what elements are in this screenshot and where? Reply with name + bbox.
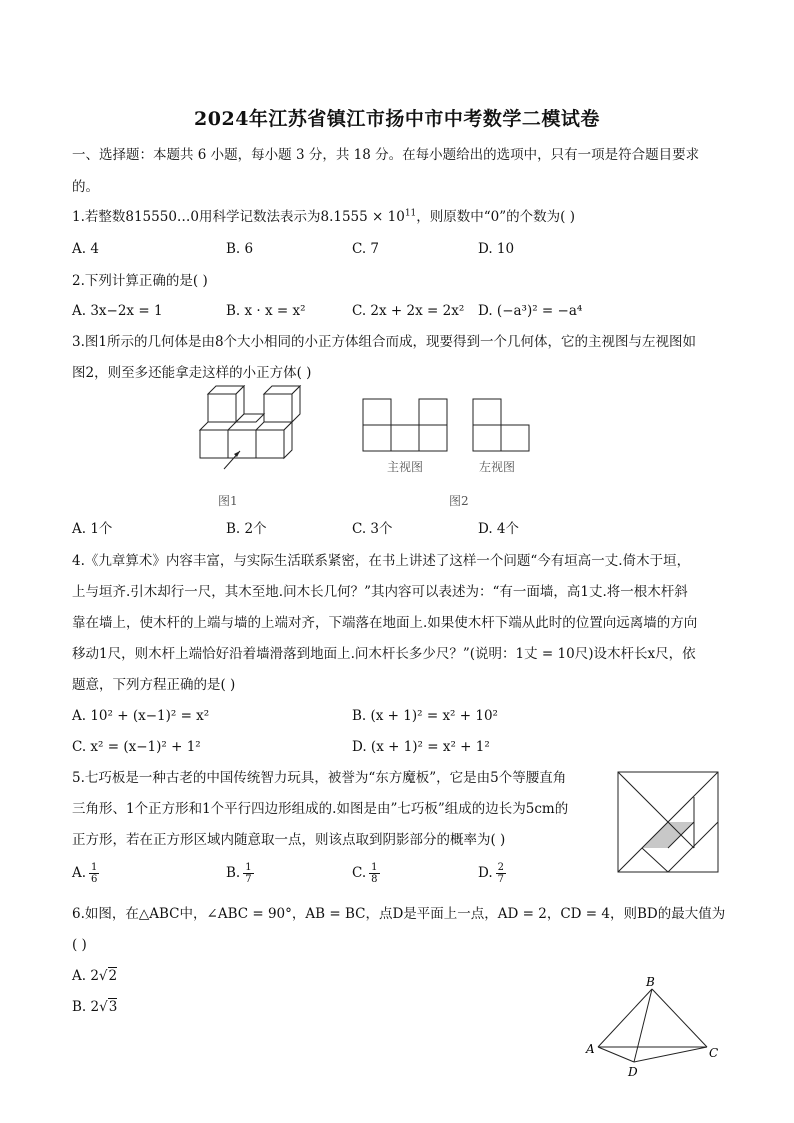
q1-option-c[interactable]: C. 7 (352, 241, 380, 257)
q5-option-c-den: 8 (371, 874, 378, 885)
q3-option-c[interactable]: C. 3个 (352, 521, 393, 537)
q4-stem-line2: 上与垣齐.引木却行一尺，其木至地.问木长几何？”其内容可以表述为：“有一面墙，高1丈.将一根木杆斜 (72, 584, 688, 600)
label-c: C (709, 1046, 719, 1060)
segment-bc (652, 989, 707, 1047)
q1-stem (72, 208, 575, 226)
q5-option-c-fraction (369, 862, 379, 885)
q6-option-a-prefix: A. 2 (72, 968, 99, 984)
q4-option-a[interactable]: A. 10² + (x−1)² = x² (72, 708, 210, 724)
q2-option-b[interactable]: B. x · x = x² (226, 303, 306, 319)
tangram-line-6 (642, 848, 668, 872)
q5-option-a[interactable] (72, 862, 99, 885)
q3-option-a[interactable]: A. 1个 (72, 521, 113, 537)
cube-upper-right (264, 394, 292, 422)
section-header-line1: 一、选择题：本题共 6 小题，每小题 3 分，共 18 分。在每小题给出的选项中，只有一项是符合题目要求 (72, 147, 700, 163)
left-view-cell-2 (473, 425, 501, 451)
q6-triangle-figure (582, 974, 727, 1084)
label-a: A (586, 1042, 595, 1056)
q3-figure2 (355, 393, 545, 511)
q6-stem-line1: 6.如图，在△ABC中，∠ABC = 90°，AB = BC，点D是平面上一点，AD = 2，CD = 4，则BD的最大值为 (72, 906, 726, 922)
q6-option-b-radicand: 3 (108, 999, 118, 1015)
q4-stem-line4: 移动1尺，则木杆上端恰好沿着墙滑落到地面上.问木杆长多少尺？”(说明：1丈 = 10尺)设木杆长x尺，依 (72, 646, 696, 662)
q6-stem-line2: ( ) (72, 937, 87, 953)
q5-option-b-letter: B. (226, 865, 241, 881)
q5-stem-line3: 正方形，若在正方形区域内随意取一点，则该点取到阴影部分的概率为( ) (72, 832, 506, 848)
left-view-cell-1 (473, 399, 501, 425)
q5-option-a-den: 6 (91, 874, 98, 885)
tangram-line-1 (618, 772, 668, 822)
q5-option-b[interactable] (226, 862, 254, 885)
q5-option-d-num: 2 (497, 862, 505, 873)
cube-front-1-top (200, 422, 236, 430)
q3-stem-line1: 3.图1所示的几何体是由8个大小相同的小正方体组合而成，现要得到一个几何体，它的主视图与左视图如 (72, 334, 697, 350)
q5-option-a-num: 1 (91, 862, 98, 873)
q6-option-b-prefix: B. 2 (72, 999, 100, 1015)
main-view-cell-3 (363, 425, 391, 451)
q5-option-c[interactable] (352, 862, 380, 885)
cube-front-1 (200, 430, 228, 458)
q3-stem-line2: 图2，则至多还能拿走这样的小正方体( ) (72, 365, 312, 381)
q6-option-a[interactable]: A. 2√2 (72, 968, 118, 984)
q4-option-d[interactable]: D. (x + 1)² = x² + 1² (352, 739, 490, 755)
label-b: B (646, 975, 655, 989)
cube-front-3 (256, 430, 284, 458)
q3-figure1 (190, 385, 310, 510)
q5-stem-line1: 5.七巧板是一种古老的中国传统智力玩具，被誉为“东方魔板”，它是由5个等腰直角 (72, 770, 567, 786)
q5-option-b-fraction (243, 862, 253, 885)
q3-option-b[interactable]: B. 2个 (226, 521, 267, 537)
q5-option-d-letter: D. (478, 865, 493, 881)
q6-option-a-radicand: 2 (108, 968, 118, 984)
q5-option-b-den: 7 (245, 874, 252, 885)
q6-option-b[interactable]: B. 2√3 (72, 999, 118, 1015)
page-title: 2024年江苏省镇江市扬中市中考数学二模试卷 (194, 108, 600, 130)
label-d: D (628, 1065, 638, 1079)
segment-ad (598, 1047, 634, 1062)
section-header-line2: 的。 (72, 179, 99, 195)
q4-option-c[interactable]: C. x² = (x−1)² + 1² (72, 739, 201, 755)
q1-stem-b: ，则原数中“0”的个数为( ) (416, 209, 575, 225)
q1-option-a[interactable]: A. 4 (72, 241, 99, 257)
q4-stem-line5: 题意，下列方程正确的是( ) (72, 677, 236, 693)
main-view-caption: 主视图 (387, 460, 424, 474)
cube-front-2 (228, 430, 256, 458)
q5-option-d-fraction (496, 862, 506, 885)
tangram-shaded-region (642, 822, 694, 848)
left-view-cell-3 (501, 425, 529, 451)
segment-ab (598, 989, 652, 1047)
fig2-caption: 图2 (449, 494, 469, 508)
main-view-cell-5 (419, 425, 447, 451)
q1-option-b[interactable]: B. 6 (226, 241, 254, 257)
main-view-cell-2 (419, 399, 447, 425)
q5-option-d[interactable] (478, 862, 506, 885)
q5-tangram-figure (616, 770, 720, 874)
q2-option-d[interactable]: D. (−a³)² = −a⁴ (478, 303, 583, 319)
main-view-cell-4 (391, 425, 419, 451)
q5-option-d-den: 7 (497, 874, 505, 885)
q3-option-d[interactable]: D. 4个 (478, 521, 520, 537)
left-view-caption: 左视图 (479, 460, 516, 474)
q5-option-a-letter: A. (72, 865, 87, 881)
main-view-cell-1 (363, 399, 391, 425)
q4-stem-line1: 4.《九章算术》内容丰富，与实际生活联系紧密，在书上讲述了这样一个问题“今有垣高一丈.倚木于垣， (72, 553, 691, 569)
q2-option-c[interactable]: C. 2x + 2x = 2x² (352, 303, 465, 319)
cube-upper-left (208, 394, 236, 422)
q5-option-c-letter: C. (352, 865, 367, 881)
q5-option-c-num: 1 (371, 862, 378, 873)
fig1-caption: 图1 (218, 494, 238, 508)
q5-stem-line2: 三角形、1个正方形和1个平行四边形组成的.如图是由”七巧板”组成的边长为5cm的 (72, 801, 569, 817)
q5-option-a-fraction (89, 862, 99, 885)
q4-stem-line3: 靠在墙上，使木杆的上端与墙的上端对齐，下端落在地面上.如果使木杆下端从此时的位置向远离墙的方向 (72, 615, 698, 631)
segment-cd (634, 1047, 707, 1062)
q1-stem-a: 1.若整数815550…0用科学记数法表示为8.1555 × 10 (72, 209, 405, 225)
q2-stem: 2.下列计算正确的是( ) (72, 273, 208, 289)
q1-option-d[interactable]: D. 10 (478, 241, 515, 257)
segment-bd (634, 989, 652, 1062)
q1-stem-exponent: 11 (404, 208, 417, 219)
q4-option-b[interactable]: B. (x + 1)² = x² + 10² (352, 708, 498, 724)
q5-option-b-num: 1 (245, 862, 252, 873)
q2-option-a[interactable]: A. 3x−2x = 1 (72, 303, 163, 319)
